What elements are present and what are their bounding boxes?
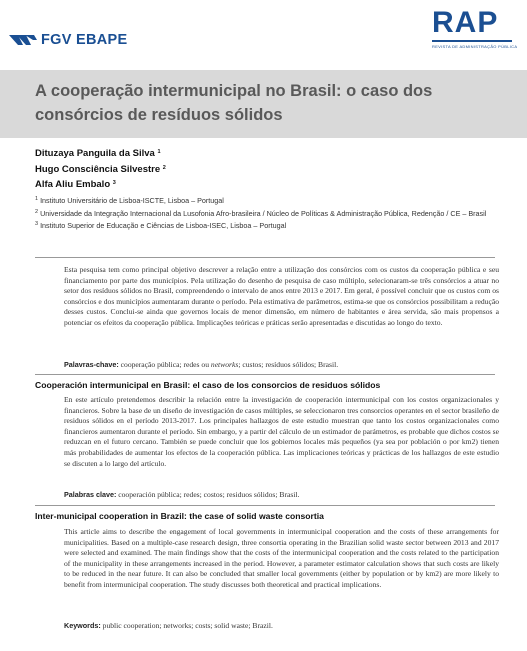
affiliation: $^1$ Instituto Universitário de Lisboa-ISCTE, Lisboa – Portugal xyxy=(35,196,224,205)
author-name: Alfa Aliu Embalo $^3$ xyxy=(35,179,116,190)
affiliation-list xyxy=(35,195,495,233)
section-divider xyxy=(35,257,495,258)
keywords-english: Keywords: public cooperation; networks; costs; solid waste; Brazil. xyxy=(64,621,273,630)
abstract-english: This article aims to describe the engagement of local governments in intermunicipal cooperation and the costs of these arrangements for municipalities. Based on a multiple-case research design, three consortia operating in the Brazilian solid waste sector between 2013 and 2017 were selected and examined. The main findings show that the costs of the intermunicipal cooperation and the costs related to the participation of the municipality in these arrangements increased in the period. However, a parameter estimator calculation shows that such costs are likely to be reduced in the near future. It can also be concluded that smaller local governments (either by population or by km2) are more likely to benefit from intermunicipal cooperation. The study discusses both theoretical and practical implications. xyxy=(64,527,499,589)
fgv-ebape-logo xyxy=(9,32,128,48)
rap-logo xyxy=(432,8,516,49)
heading-english-abstract: Inter-municipal cooperation in Brazil: the case of solid waste consortia xyxy=(35,511,324,521)
section-divider xyxy=(35,374,495,375)
fgv-chevron-icon xyxy=(9,33,37,47)
fgv-ebape-text: FGV EBAPE xyxy=(41,32,128,48)
affiliation: $^2$ Universidade da Integração Internacional da Lusofonia Afro-brasileira / Núcleo de Políticas & Administração Pública, Redenção / CE – Brasil xyxy=(35,208,487,218)
article-title: A cooperação intermunicipal no Brasil: o caso dos consórcios de resíduos sólidos xyxy=(35,82,433,124)
rap-logo-text: RAP xyxy=(432,6,499,39)
heading-spanish-abstract: Cooperación intermunicipal en Brasil: el caso de los consorcios de residuos sólidos xyxy=(35,380,381,390)
abstract-spanish: En este artículo pretendemos describir la relación entre la investigación de cooperación intermunicipal con los costos organizacionales y financieros. Sobre la base de un diseño de investigación de casos múltiples, se seleccionaron tres consorcios operantes en el sector brasileño de residuos sólidos en el período 2013-2017. Los principales hallazgos de este estudio muestran que tanto los costos organizacionales como financieros aumentaron durante el período. Sin embargo, y a partir del cálculo de un estimador de parámetros, es probable que dichos costos se reduzcan en el futuro cercano. También se puede concluir que los gobiernos locales más pequeños (ya sea por población o por km2) tienen más probabilidades de aumentar los efectos de la cooperación pública. Las implicaciones teóricas y prácticas de los hallazgos de este estudio se discuten a lo largo del artículo. xyxy=(64,395,499,468)
affiliation: $^3$ Instituto Superior de Educação e Ciências de Lisboa-ISEC, Lisboa – Portugal xyxy=(35,221,287,230)
keywords-portuguese: Palavras-chave: cooperação pública; redes ou networks; custos; resíduos sólidos; Brasil. xyxy=(64,360,339,369)
section-divider xyxy=(35,505,495,506)
abstract-portuguese: Esta pesquisa tem como principal objetivo descrever a relação entre a utilização dos consórcios com os custos da cooperação pública e seu financiamento por parte dos municípios. Pela utilização do desenho de pesquisa de caso múltiplo, selecionaram-se três consórcios a atuar no setor dos resíduos sólidos no Brasil, compreendendo o intervalo de anos entre 2013 e 2017. Em geral, é possível concluir que os custos com os consórcios e dos municípios aumentaram durante o período. Pela estimativa de parâmetros, estima-se que os consórcios possibilitam a redução desses custos. Conclui-se ainda que governos locais de menor dimensão, em número de habitantes e área servida, são mais propensos a potenciar os efeitos da cooperação pública. Implicações teóricas e práticas serão apresentadas e discutidas ao longo do texto. xyxy=(64,265,499,327)
rap-logo-rule xyxy=(432,40,512,42)
author-name: Hugo Consciência Silvestre $^2$ xyxy=(35,163,166,175)
rap-logo-subtitle: REVISTA DE ADMINISTRAÇÃO PÚBLICA xyxy=(432,44,518,49)
keywords-spanish: Palabras clave: cooperación pública; redes; costos; residuos sólidos; Brasil. xyxy=(64,490,300,499)
author-name: Dituzaya Panguila da Silva $^1$ xyxy=(35,148,161,159)
author-list xyxy=(35,146,505,193)
